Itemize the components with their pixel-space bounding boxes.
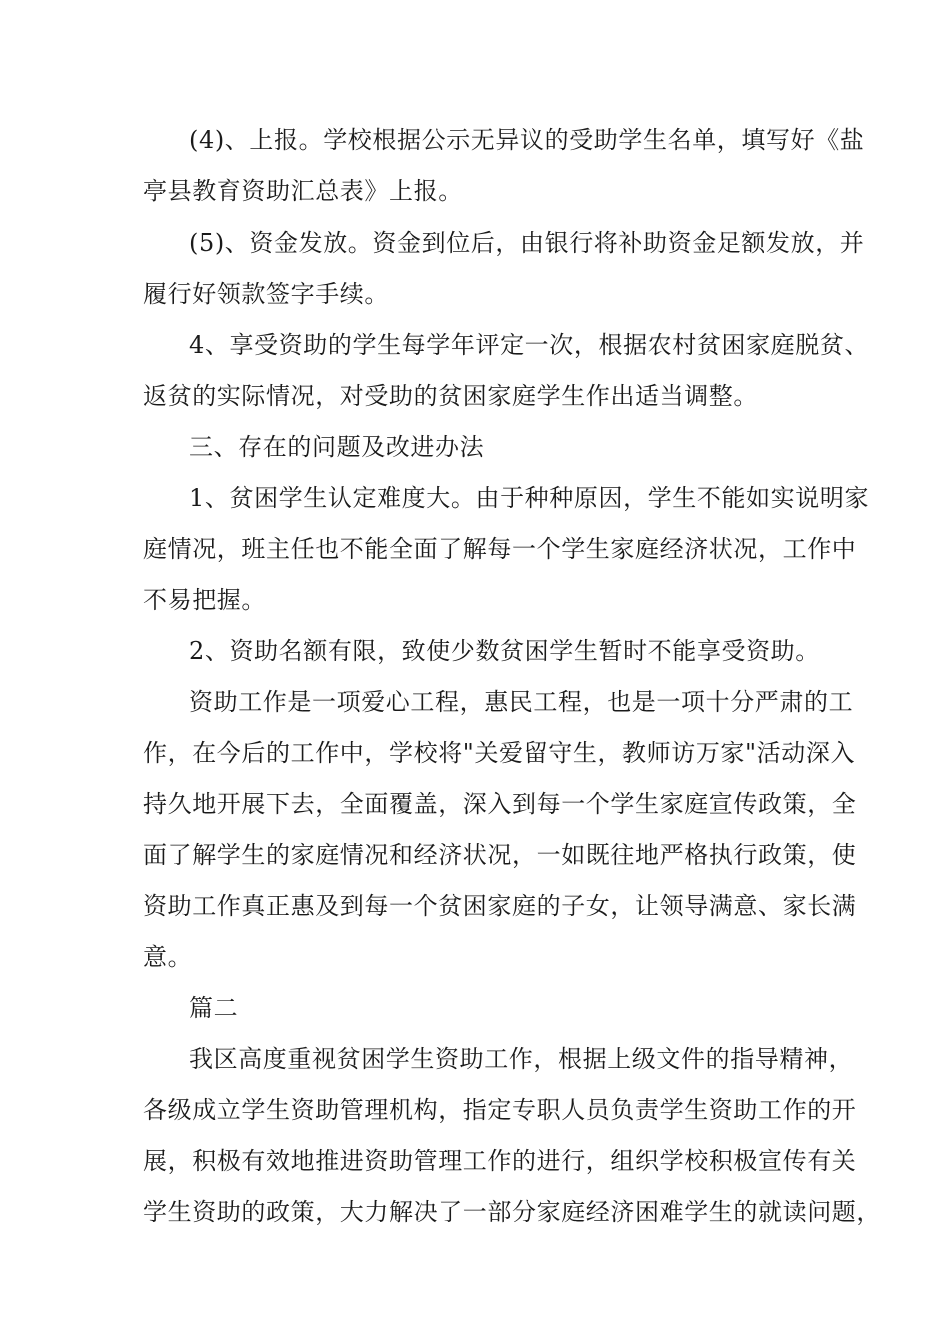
text-line: (5)、资金发放。资金到位后，由银行将补助资金足额发放，并: [189, 229, 865, 257]
text-line: 1、贫困学生认定难度大。由于种种原因，学生不能如实说明家: [189, 484, 870, 512]
text-line: (4)、上报。学校根据公示无异议的受助学生名单，填写好《盐: [189, 126, 865, 154]
text-line: 各级成立学生资助管理机构，指定专职人员负责学生资助工作的开: [143, 1096, 857, 1124]
text-line: 面了解学生的家庭情况和经济状况，一如既往地严格执行政策，使: [143, 841, 857, 869]
text-line: 我区高度重视贫困学生资助工作，根据上级文件的指导精神，: [189, 1045, 854, 1073]
text-line: 持久地开展下去，全面覆盖，深入到每一个学生家庭宣传政策，全: [143, 790, 857, 818]
text-line: 资助工作真正惠及到每一个贫困家庭的子女，让领导满意、家长满: [143, 892, 857, 920]
section-heading: 三、存在的问题及改进办法: [189, 433, 485, 461]
section-heading: 篇二: [189, 994, 239, 1022]
text-line: 履行好领款签字手续。: [143, 280, 389, 308]
text-line: 2、资助名额有限，致使少数贫困学生暂时不能享受资助。: [189, 637, 820, 665]
text-line: 亭县教育资助汇总表》上报。: [143, 177, 463, 205]
text-line: 庭情况，班主任也不能全面了解每一个学生家庭经济状况，工作中: [143, 535, 857, 563]
text-line: 意。: [143, 943, 193, 971]
text-line: 展，积极有效地推进资助管理工作的进行，组织学校积极宣传有关: [143, 1147, 857, 1175]
text-line: 不易把握。: [143, 586, 266, 614]
text-line: 作，在今后的工作中，学校将"关爱留守生，教师访万家"活动深入: [143, 739, 856, 767]
text-line: 4、享受资助的学生每学年评定一次，根据农村贫困家庭脱贫、: [189, 331, 870, 359]
text-line: 资助工作是一项爱心工程，惠民工程，也是一项十分严肃的工: [189, 688, 854, 716]
text-line: 学生资助的政策，大力解决了一部分家庭经济困难学生的就读问题，: [143, 1198, 881, 1226]
text-line: 返贫的实际情况，对受助的贫困家庭学生作出适当调整。: [143, 382, 758, 410]
